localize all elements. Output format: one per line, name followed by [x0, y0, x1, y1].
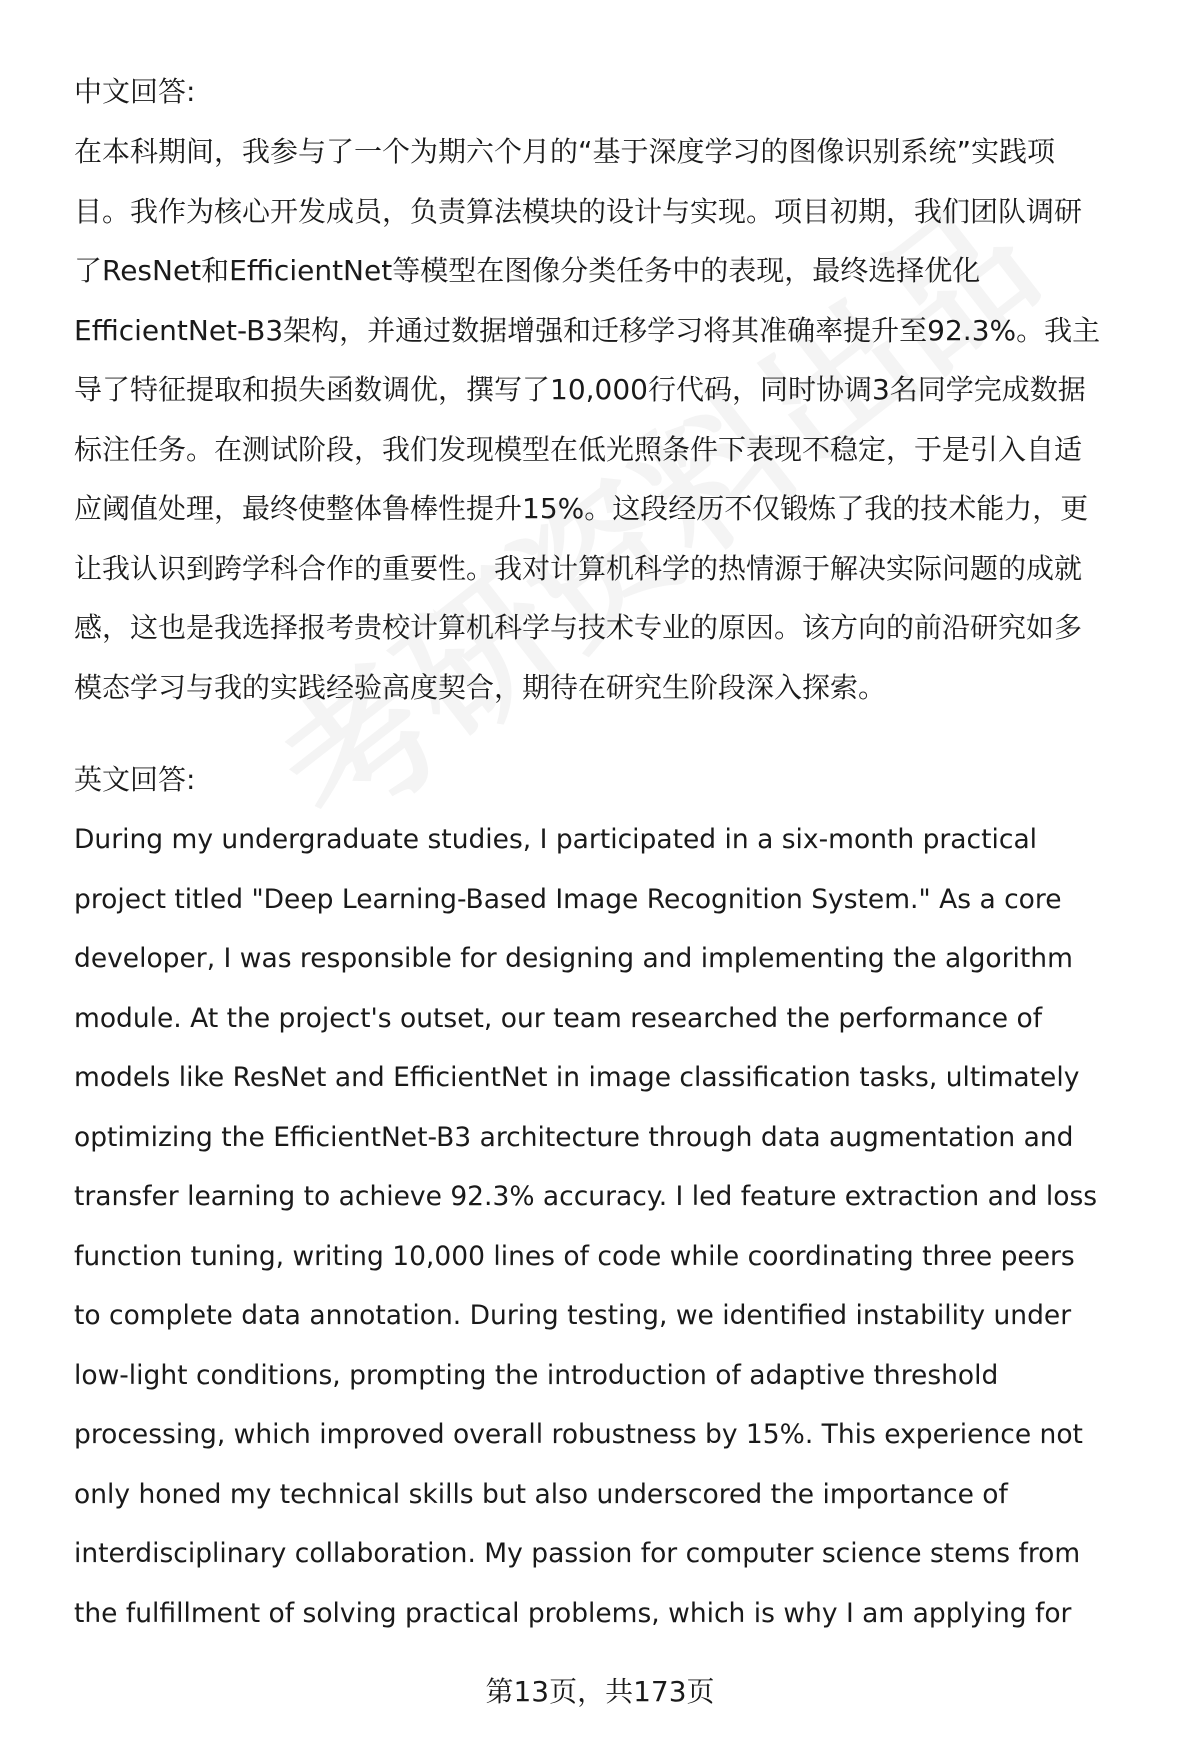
english-answer-line: module. At the project's outset, our team researched the performance of — [74, 1002, 1043, 1034]
english-answer-line: only honed my technical skills but also underscored the importance of — [74, 1478, 1008, 1510]
chinese-answer-line: 了ResNet和EfficientNet等模型在图像分类任务中的表现，最终选择优化 — [74, 254, 981, 287]
english-answer-section — [74, 750, 1154, 1643]
chinese-answer-line: 导了特征提取和损失函数调优，撰写了10,000行代码，同时协调3名同学完成数据 — [74, 373, 1086, 406]
chinese-answer-line: 让我认识到跨学科合作的重要性。我对计算机科学的热情源于解决实际问题的成就 — [74, 551, 1083, 585]
english-answer-line: transfer learning to achieve 92.3% accuracy. I led feature extraction and loss — [74, 1181, 1098, 1212]
english-answer-line: the fulfillment of solving practical problems, which is why I am applying for — [74, 1597, 1072, 1629]
chinese-answer-line: 模态学习与我的实践经验高度契合，期待在研究生阶段深入探索。 — [74, 670, 887, 704]
page-number-footer: 第13页，共173页 — [485, 1675, 715, 1708]
english-answer-body — [74, 810, 1154, 1643]
chinese-answer-line: 标注任务。在测试阶段，我们发现模型在低光照条件下表现不稳定，于是引入自适 — [74, 432, 1083, 466]
chinese-answer-body — [74, 122, 1154, 717]
chinese-answer-line: 感，这也是我选择报考贵校计算机科学与技术专业的原因。该方向的前沿研究如多 — [74, 611, 1083, 644]
english-answer-line: optimizing the EfficientNet-B3 architecture through data augmentation and — [74, 1121, 1074, 1153]
english-answer-line: During my undergraduate studies, I participated in a six-month practical — [74, 824, 1038, 855]
english-answer-line: interdisciplinary collaboration. My passion for computer science stems from — [74, 1538, 1081, 1569]
page-content — [74, 62, 1154, 1643]
english-answer-line: function tuning, writing 10,000 lines of code while coordinating three peers — [74, 1240, 1075, 1272]
chinese-answer-line: 在本科期间，我参与了一个为期六个月的“基于深度学习的图像识别系统”实践项 — [74, 135, 1056, 168]
chinese-answer-heading: 中文回答: — [74, 75, 196, 108]
section-spacer — [74, 717, 1154, 750]
chinese-answer-line: 应阈值处理，最终使整体鲁棒性提升15%。这段经历不仅锻炼了我的技术能力，更 — [74, 492, 1089, 525]
english-answer-line: to complete data annotation. During testing, we identified instability under — [74, 1300, 1072, 1331]
english-answer-line: project titled "Deep Learning-Based Image Recognition System." As a core — [74, 883, 1062, 915]
chinese-answer-section — [74, 62, 1154, 717]
english-answer-line: models like ResNet and EfficientNet in image classification tasks, ultimately — [74, 1062, 1080, 1093]
english-answer-line: processing, which improved overall robustness by 15%. This experience not — [74, 1419, 1083, 1450]
chinese-answer-line: 目。我作为核心开发成员，负责算法模块的设计与实现。项目初期，我们团队调研 — [74, 194, 1083, 228]
english-answer-line: low-light conditions, prompting the introduction of adaptive threshold — [74, 1359, 999, 1391]
english-answer-heading: 英文回答: — [74, 763, 196, 796]
english-answer-line: developer, I was responsible for designing and implementing the algorithm — [74, 943, 1073, 974]
chinese-answer-line: EfficientNet-B3架构，并通过数据增强和迁移学习将其准确率提升至92.3%。我主 — [74, 313, 1101, 347]
